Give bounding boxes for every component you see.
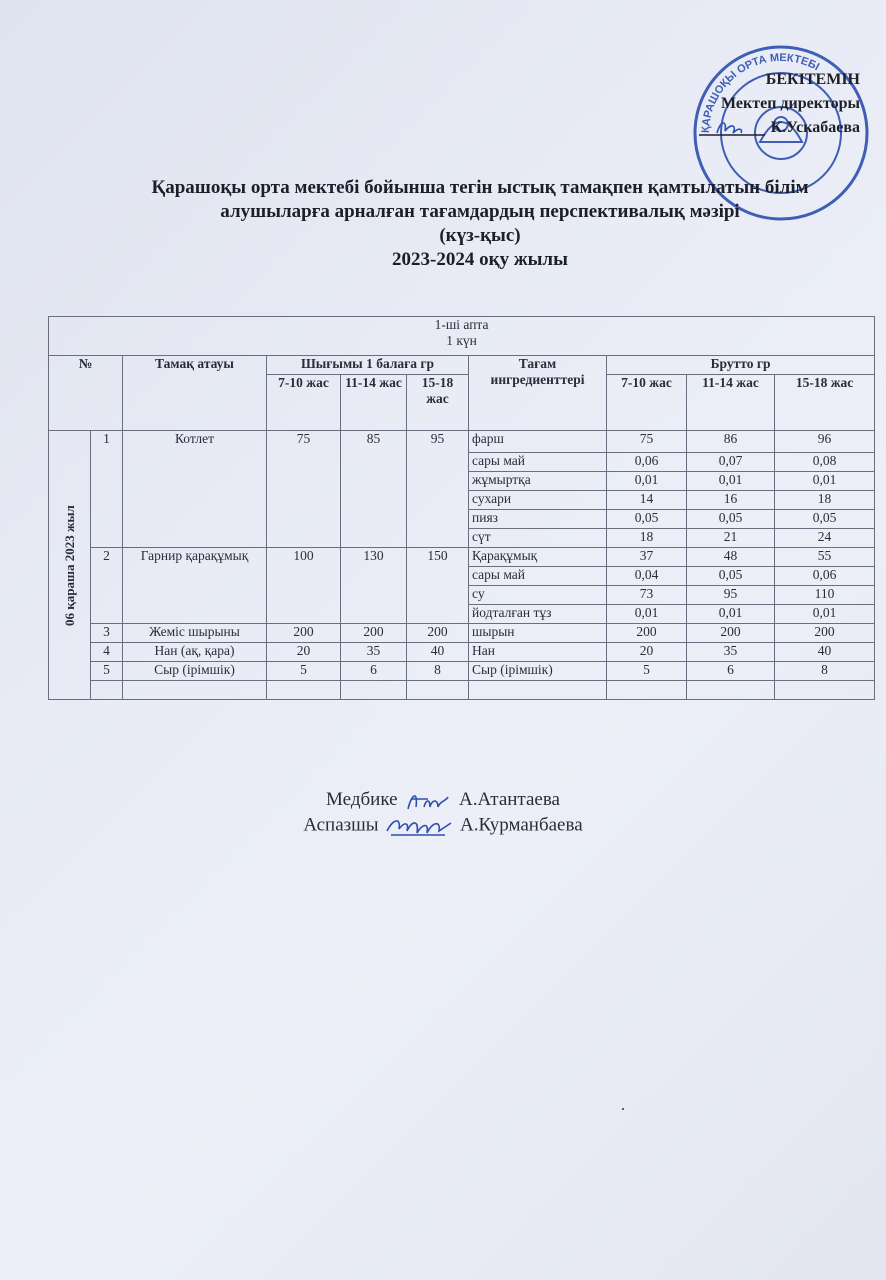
gross-age-7-10: 0,04 <box>607 567 687 586</box>
speck <box>622 1108 624 1110</box>
gross-age-11-14: 35 <box>687 643 775 662</box>
gross-age-11-14: 200 <box>687 624 775 643</box>
table-row <box>49 643 875 662</box>
date-label: 06 қараша 2023 жыл <box>49 431 91 700</box>
gross-age-7-10: 0,01 <box>607 605 687 624</box>
ingredient-name: су <box>469 586 607 605</box>
dish-name: Котлет <box>123 431 267 548</box>
output-age-11-14: 85 <box>341 431 407 548</box>
gross-age-7-10: 200 <box>607 624 687 643</box>
gross-age-7-10: 18 <box>607 529 687 548</box>
cook-name: А.Курманбаева <box>460 814 583 835</box>
gross-age-11-14: 0,05 <box>687 567 775 586</box>
dish-num: 1 <box>91 431 123 548</box>
gross-age-15-18: 0,01 <box>775 472 875 491</box>
empty-cell <box>607 681 687 700</box>
gross-age-7-10: 5 <box>607 662 687 681</box>
header-num: № <box>49 356 123 431</box>
header-output-age-7-10: 7-10 жас <box>267 375 341 431</box>
approval-title: БЕКІТЕМІН <box>765 71 860 88</box>
output-age-11-14: 6 <box>341 662 407 681</box>
header-dish: Тамақ атауы <box>123 356 267 431</box>
dish-num: 5 <box>91 662 123 681</box>
cook-signature-row <box>0 813 886 839</box>
cook-signature-icon <box>383 813 455 839</box>
ingredient-name: йодталған тұз <box>469 605 607 624</box>
empty-cell <box>407 681 469 700</box>
ingredient-name: пияз <box>469 510 607 529</box>
gross-age-15-18: 40 <box>775 643 875 662</box>
gross-age-11-14: 6 <box>687 662 775 681</box>
gross-age-15-18: 18 <box>775 491 875 510</box>
title-line-2: алушыларға арналған тағамдардың перспективалық мәзірі <box>220 201 740 222</box>
output-age-7-10: 75 <box>267 431 341 548</box>
output-age-7-10: 100 <box>267 548 341 624</box>
document-title <box>60 176 886 272</box>
svg-text:ҚАРАШОҚЫ ОРТА МЕКТЕБІ: ҚАРАШОҚЫ ОРТА МЕКТЕБІ <box>699 51 822 134</box>
table-row <box>49 662 875 681</box>
gross-age-15-18: 110 <box>775 586 875 605</box>
gross-age-11-14: 0,07 <box>687 453 775 472</box>
output-age-15-18: 8 <box>407 662 469 681</box>
gross-age-15-18: 200 <box>775 624 875 643</box>
approval-name: К.Ускабаева <box>770 119 860 136</box>
output-age-7-10: 20 <box>267 643 341 662</box>
dish-name: Жеміс шырыны <box>123 624 267 643</box>
table-row <box>49 548 875 567</box>
ingredient-name: сухари <box>469 491 607 510</box>
title-line-4: 2023-2024 оқу жылы <box>392 249 568 270</box>
empty-cell <box>469 681 607 700</box>
gross-age-7-10: 73 <box>607 586 687 605</box>
output-age-15-18: 95 <box>407 431 469 548</box>
ingredient-name: фарш <box>469 431 607 453</box>
gross-age-15-18: 0,01 <box>775 605 875 624</box>
gross-age-11-14: 0,05 <box>687 510 775 529</box>
output-age-11-14: 35 <box>341 643 407 662</box>
approval-signature-line <box>697 116 860 140</box>
gross-age-11-14: 21 <box>687 529 775 548</box>
output-age-15-18: 200 <box>407 624 469 643</box>
gross-age-11-14: 0,01 <box>687 605 775 624</box>
director-signature-icon <box>697 117 767 139</box>
ingredient-name: жұмыртқа <box>469 472 607 491</box>
gross-age-15-18: 0,06 <box>775 567 875 586</box>
header-gross: Брутто гр <box>607 356 875 375</box>
week-day-header-row <box>49 317 875 356</box>
empty-row <box>49 681 875 700</box>
gross-age-7-10: 14 <box>607 491 687 510</box>
empty-cell <box>267 681 341 700</box>
gross-age-15-18: 55 <box>775 548 875 567</box>
ingredient-name: сүт <box>469 529 607 548</box>
gross-age-15-18: 24 <box>775 529 875 548</box>
gross-age-11-14: 0,01 <box>687 472 775 491</box>
gross-age-15-18: 0,05 <box>775 510 875 529</box>
gross-age-7-10: 0,01 <box>607 472 687 491</box>
header-output-age-15-18: 15-18 жас <box>407 375 469 431</box>
output-age-11-14: 130 <box>341 548 407 624</box>
ingredient-name: Қарақұмық <box>469 548 607 567</box>
nurse-signature-row <box>0 788 886 813</box>
empty-cell <box>341 681 407 700</box>
dish-num: 4 <box>91 643 123 662</box>
nurse-signature-icon <box>402 789 454 813</box>
empty-cell <box>775 681 875 700</box>
gross-age-15-18: 0,08 <box>775 453 875 472</box>
approval-position: Мектеп директоры <box>721 95 860 112</box>
output-age-7-10: 5 <box>267 662 341 681</box>
gross-age-11-14: 95 <box>687 586 775 605</box>
day-label: 1 күн <box>446 333 477 348</box>
gross-age-11-14: 48 <box>687 548 775 567</box>
title-line-1: Қарашоқы орта мектебі бойынша тегін ыстық тамақпен қамтылатын білім <box>151 177 809 198</box>
output-age-7-10: 200 <box>267 624 341 643</box>
table-row <box>49 624 875 643</box>
gross-age-7-10: 0,06 <box>607 453 687 472</box>
column-header-row <box>49 356 875 375</box>
output-age-11-14: 200 <box>341 624 407 643</box>
dish-name: Нан (ақ, қара) <box>123 643 267 662</box>
gross-age-15-18: 8 <box>775 662 875 681</box>
week-label: 1-ші апта <box>434 317 489 332</box>
nurse-role: Медбике <box>326 789 398 810</box>
gross-age-7-10: 37 <box>607 548 687 567</box>
gross-age-7-10: 20 <box>607 643 687 662</box>
dish-name: Сыр (ірімшік) <box>123 662 267 681</box>
ingredient-name: сары май <box>469 453 607 472</box>
header-output-age-11-14: 11-14 жас <box>341 375 407 431</box>
dish-num: 3 <box>91 624 123 643</box>
gross-age-15-18: 96 <box>775 431 875 453</box>
title-line-3: (күз-қыс) <box>439 225 521 246</box>
dish-num: 2 <box>91 548 123 624</box>
cook-role: Аспазшы <box>303 814 379 835</box>
header-output: Шығымы 1 балаға гр <box>267 356 469 375</box>
ingredient-name: сары май <box>469 567 607 586</box>
menu-table <box>48 316 875 700</box>
table-row <box>49 431 875 453</box>
output-age-15-18: 150 <box>407 548 469 624</box>
nurse-name: А.Атантаева <box>459 789 560 810</box>
approval-block <box>697 68 860 140</box>
header-gross-age-7-10: 7-10 жас <box>607 375 687 431</box>
empty-cell <box>123 681 267 700</box>
gross-age-7-10: 0,05 <box>607 510 687 529</box>
dish-name: Гарнир қарақұмық <box>123 548 267 624</box>
gross-age-7-10: 75 <box>607 431 687 453</box>
ingredient-name: Нан <box>469 643 607 662</box>
header-ingredients: Тағам ингредиенттері <box>469 356 607 431</box>
gross-age-11-14: 16 <box>687 491 775 510</box>
empty-cell <box>687 681 775 700</box>
ingredient-name: шырын <box>469 624 607 643</box>
ingredient-name: Сыр (ірімшік) <box>469 662 607 681</box>
header-gross-age-15-18: 15-18 жас <box>775 375 875 431</box>
gross-age-11-14: 86 <box>687 431 775 453</box>
signatures-block <box>0 788 886 839</box>
empty-cell <box>91 681 123 700</box>
header-gross-age-11-14: 11-14 жас <box>687 375 775 431</box>
output-age-15-18: 40 <box>407 643 469 662</box>
